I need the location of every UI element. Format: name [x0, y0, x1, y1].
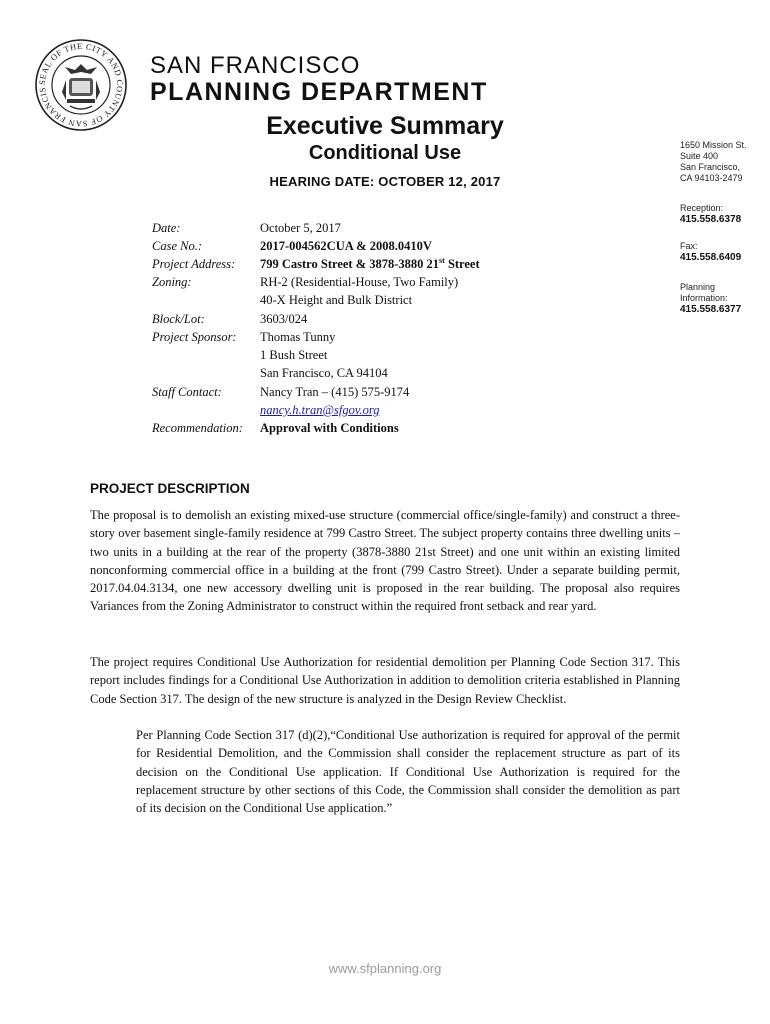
page-title: Executive Summary: [266, 112, 504, 140]
staff-value: Nancy Tran – (415) 575-9174 nancy.h.tran@sfgov.org: [260, 385, 410, 417]
hearing-date: HEARING DATE: OCTOBER 12, 2017: [269, 174, 501, 189]
department-name-line1: SAN FRANCISCO: [150, 52, 361, 79]
footer-url: www.sfplanning.org: [328, 961, 442, 976]
sponsor-label: Project Sponsor:: [152, 330, 237, 344]
page-subtitle: Conditional Use: [308, 142, 462, 164]
address-label: Project Address:: [152, 257, 236, 271]
project-paragraph-1: The proposal is to demolish an existing mixed-use structure (commercial office/single-family) and construct a three-story over basement single-family residence at 799 Castro Street. The subject property contains three dwelling units – two units in a building at the rear of the property (3878-3880 21st Street) and one unit within an existing limited nonconforming commercial office in a building at the front (799 Castro Street). Under a separate building permit, 2017.04.04.3134, one new accessory dwelling unit is proposed in the rear building. The proposal also requires Variances from the Zoning Administrator to construct within the required front setback and rear yard.: [90, 508, 680, 614]
reception-phone: 415.558.6378: [680, 214, 742, 225]
sidebar-reception: Reception: 415.558.6378: [680, 203, 742, 225]
zoning-value: RH-2 (Residential-House, Two Family) 40-X Height and Bulk District: [260, 275, 459, 307]
project-description-heading: PROJECT DESCRIPTION: [90, 481, 250, 496]
project-paragraph-2: The project requires Conditional Use Authorization for residential demolition per Planning Code Section 317. This report includes findings for a Conditional Use Authorization in addition to demolition criteria established in Planning Code Section 317. The design of the new structure is analyzed in the Design Review Checklist.: [90, 655, 680, 706]
sidebar-fax: Fax: 415.558.6409: [680, 241, 742, 263]
department-name-line2: PLANNING DEPARTMENT: [150, 78, 488, 106]
seal-ring-text: SEAL OF THE CITY AND COUNTY OF SAN FRANCIS: [37, 41, 125, 129]
date-value: October 5, 2017: [260, 221, 341, 235]
staff-label: Staff Contact:: [152, 385, 222, 399]
block-label: Block/Lot:: [152, 312, 205, 326]
code-quote: Per Planning Code Section 317 (d)(2),“Conditional Use authorization is required for approval of the permit for Residential Demolition, and the Commission shall consider the replacement structure as part of its decision on the Conditional Use application. If Conditional Use Authorization is required for the replacement structure by other sections of this Code, the Commission shall consider the demolition as part of its decision on the Conditional Use application.”: [136, 728, 680, 816]
sidebar-address: 1650 Mission St. Suite 400 San Francisco, CA 94103-2479: [680, 140, 747, 183]
staff-email-link[interactable]: nancy.h.tran@sfgov.org: [260, 403, 380, 417]
recommendation-value: Approval with Conditions: [260, 421, 399, 435]
case-label: Case No.:: [152, 239, 202, 253]
zoning-label: Zoning:: [152, 275, 192, 289]
recommendation-label: Recommendation:: [152, 421, 243, 435]
sidebar-planning-info: Planning Information: 415.558.6377: [680, 282, 742, 315]
date-label: Date:: [152, 221, 181, 235]
address-value: 799 Castro Street & 3878-3880 21st Street: [260, 255, 480, 271]
block-value: 3603/024: [260, 312, 308, 326]
sponsor-value: Thomas Tunny 1 Bush Street San Francisco, CA 94104: [260, 330, 388, 380]
planning-phone: 415.558.6377: [680, 304, 742, 315]
case-value: 2017-004562CUA & 2008.0410V: [260, 239, 432, 253]
fax-phone: 415.558.6409: [680, 252, 742, 263]
